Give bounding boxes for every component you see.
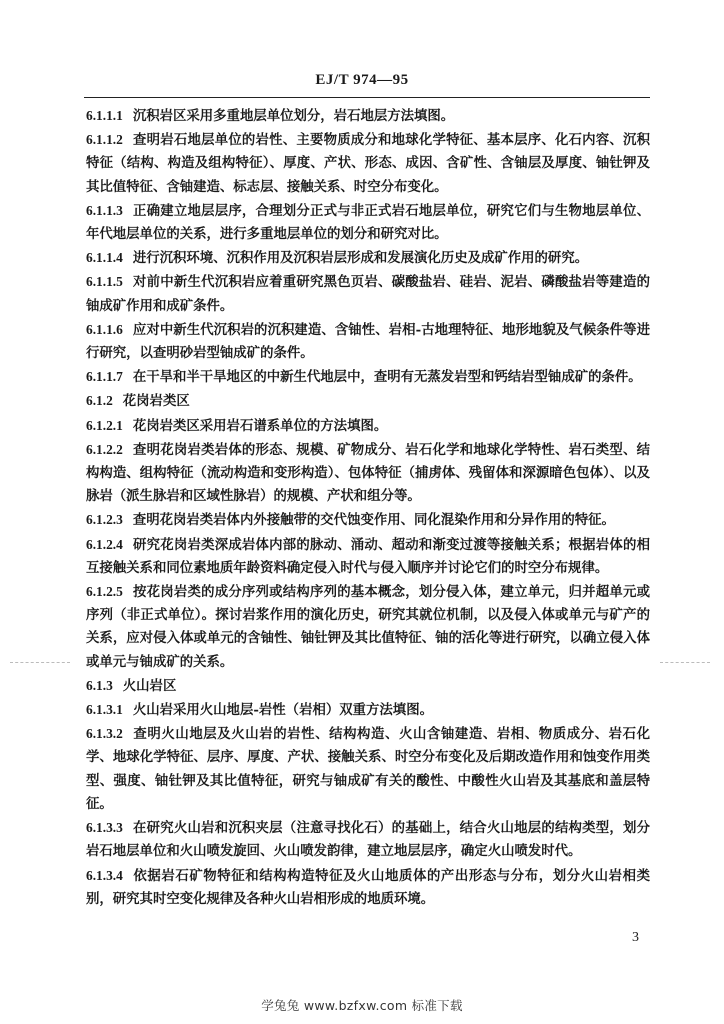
- clause-paragraph: [86, 199, 650, 246]
- clause-paragraph: [86, 816, 650, 863]
- clause-text: 对前中新生代沉积岩应着重研究黑色页岩、碳酸盐岩、硅岩、泥岩、磷酸盐岩等建造的铀成矿作用和成矿条件。: [86, 274, 650, 314]
- clause-text: 查明岩石地层单位的岩性、主要物质成分和地球化学特征、基本层序、化石内容、沉积特征（结构、构造及组构特征）、厚度、产状、形态、成因、含矿性、含铀层及厚度、铀钍钾及其比值特征、含铀建造、标志层、接触关系、时空分布变化。: [86, 132, 650, 195]
- clause-number: 6.1.2: [86, 393, 113, 409]
- clause-number: 6.1.2.3: [86, 512, 123, 528]
- clause-number: 6.1.3.4: [86, 867, 123, 883]
- clause-paragraph: [86, 246, 650, 270]
- clause-paragraph: [86, 698, 650, 722]
- clause-text: 查明花岗岩类岩体内外接触带的交代蚀变作用、同化混染作用和分异作用的特征。: [132, 512, 615, 529]
- clause-paragraph: [86, 508, 650, 532]
- clause-paragraph: [86, 270, 650, 317]
- clause-text: 花岗岩类区采用岩石谱系单位的方法填图。: [132, 417, 388, 434]
- clause-text: 在研究火山岩和沉积夹层（注意寻找化石）的基础上，结合火山地层的结构类型，划分岩石地层单位和火山喷发旋回、火山喷发韵律，建立地层层序，确定火山喷发时代。: [86, 820, 650, 860]
- clause-text: 查明花岗岩类岩体的形态、规模、矿物成分、岩石化学和地球化学特性、岩石类型、结构构造、组构特征（流动构造和变形构造）、包体特征（捕虏体、残留体和深源暗色包体）、以及脉岩（派生脉岩和区域性脉岩）的规模、产状和组分等。: [86, 441, 650, 505]
- clause-number: 6.1.2.1: [86, 417, 123, 433]
- clause-number: 6.1.1.7: [86, 369, 123, 385]
- page-number: 3: [632, 930, 639, 945]
- header-rule: [84, 97, 650, 98]
- clause-text: 火山岩采用火山地层-岩性（岩相）双重方法填图。: [132, 702, 433, 719]
- clause-number: 6.1.3.1: [86, 702, 123, 718]
- document-code-header: EJ/T 974—95: [315, 72, 409, 88]
- clause-number: 6.1.3.3: [86, 820, 123, 836]
- clause-text: 查明火山地层及火山岩的岩性、结构构造、火山含铀建造、岩相、物质成分、岩石化学、地球化学特征、层序、厚度、产状、接触关系、时空分布变化及后期改造作用和蚀变作用类型、强度、铀钍钾及其比值特征，研究与铀成矿有关的酸性、中酸性火山岩及其基底和盖层特征。: [86, 726, 650, 812]
- clause-number: 6.1.3.2: [86, 726, 123, 742]
- clause-paragraph: [86, 318, 650, 365]
- clause-paragraph: [86, 864, 650, 911]
- clause-text: 在干旱和半干旱地区的中新生代地层中，查明有无蒸发岩型和钙结岩型铀成矿的条件。: [132, 369, 642, 386]
- clause-number: 6.1.2.2: [86, 441, 123, 457]
- clause-paragraph: [86, 722, 650, 816]
- clause-paragraph: [86, 438, 650, 509]
- clause-number: 6.1.2.5: [86, 584, 123, 600]
- clause-paragraph: [86, 414, 650, 438]
- document-body: [86, 104, 650, 911]
- clause-number: 6.1.1.4: [86, 250, 123, 266]
- clause-number: 6.1.1.5: [86, 274, 123, 290]
- clause-number: 6.1.3: [86, 677, 113, 693]
- clause-text: 研究花岗岩类深成岩体内部的脉动、涌动、超动和渐变过渡等接触关系；根据岩体的相互接触关系和同位素地质年龄资料确定侵入时代与侵入顺序并讨论它们的时空分布规律。: [86, 536, 650, 576]
- scan-artifact-left: [10, 662, 70, 663]
- clause-number: 6.1.1.3: [86, 202, 123, 218]
- clause-paragraph: [86, 580, 650, 674]
- scan-artifact-right: [660, 662, 710, 663]
- clause-text: 沉积岩区采用多重地层单位划分，岩石地层方法填图。: [132, 108, 455, 124]
- clause-paragraph: [86, 128, 650, 199]
- clause-number: 6.1.1.6: [86, 321, 123, 337]
- clause-paragraph: [86, 533, 650, 580]
- clause-paragraph: [86, 104, 650, 128]
- clause-paragraph: [86, 365, 650, 389]
- clause-number: 6.1.1.1: [86, 108, 123, 123]
- heading-text: 花岗岩类区: [122, 393, 190, 410]
- heading-text: 火山岩区: [122, 677, 177, 694]
- clause-number: 6.1.2.4: [86, 536, 123, 552]
- clause-text: 依据岩石矿物特征和结构构造特征及火山地质体的产出形态与分布，划分火山岩相类别，研究其时空变化规律及各种火山岩相形成的地质环境。: [86, 867, 650, 907]
- footer-watermark: 学兔兔 www.bzfxw.com 标准下载: [261, 998, 463, 1013]
- clause-text: 正确建立地层层序，合理划分正式与非正式岩石地层单位，研究它们与生物地层单位、年代地层单位的关系，进行多重地层单位的划分和研究对比。: [86, 202, 650, 243]
- clause-number: 6.1.1.2: [86, 132, 123, 148]
- section-heading: [86, 389, 650, 413]
- clause-text: 按花岗岩类的成分序列或结构序列的基本概念，划分侵入体，建立单元，归并超单元或序列（非正式单位）。探讨岩浆作用的演化历史，研究其就位机制，以及侵入体或单元与矿产的关系，应对侵入体或单元的含铀性、铀钍钾及其比值特征、铀的活化等进行研究，以确立侵入体或单元与铀成矿的关系。: [86, 584, 650, 670]
- clause-text: 应对中新生代沉积岩的沉积建造、含铀性、岩相-古地理特征、地形地貌及气候条件等进行研究，以查明砂岩型铀成矿的条件。: [86, 321, 650, 362]
- clause-text: 进行沉积环境、沉积作用及沉积岩层形成和发展演化历史及成矿作用的研究。: [132, 250, 589, 267]
- section-heading: [86, 674, 650, 698]
